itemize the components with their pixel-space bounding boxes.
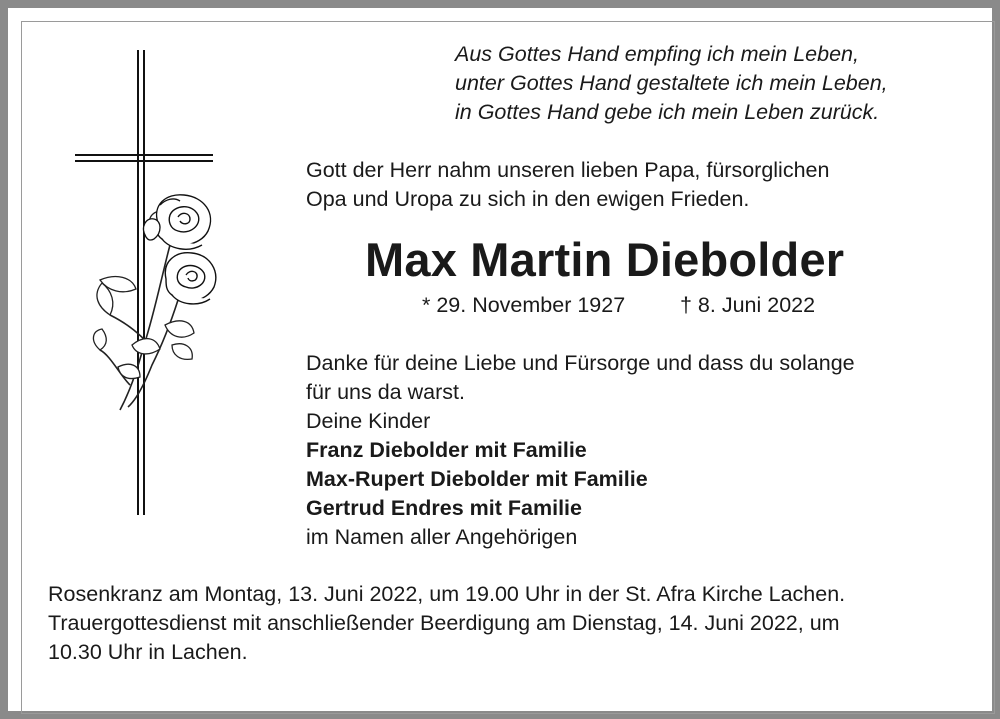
- service-line: Rosenkranz am Montag, 13. Juni 2022, um 19.00 Uhr in der St. Afra Kirche Lachen.: [48, 582, 846, 606]
- quote-line: in Gottes Hand gebe ich mein Leben zurück.: [455, 100, 880, 124]
- thanks-block: [306, 349, 855, 552]
- service-info: [48, 580, 845, 667]
- thanks-line: Danke für deine Liebe und Fürsorge und dass du solange: [306, 351, 855, 375]
- intro-line: Opa und Uropa zu sich in den ewigen Frieden.: [306, 187, 750, 211]
- birth-date: * 29. November 1927: [422, 293, 626, 317]
- quote-line: unter Gottes Hand gestaltete ich mein Leben,: [455, 71, 888, 95]
- death-date: † 8. Juni 2022: [680, 293, 816, 317]
- signatories-closing: im Namen aller Angehörigen: [306, 525, 578, 549]
- intro-line: Gott der Herr nahm unseren lieben Papa, fürsorglichen: [306, 158, 830, 182]
- deceased-name: Max Martin Diebolder: [365, 233, 845, 286]
- signatory-name: Max-Rupert Diebolder mit Familie: [306, 467, 648, 491]
- signatory-name: Franz Diebolder mit Familie: [306, 438, 587, 462]
- service-line: 10.30 Uhr in Lachen.: [48, 640, 248, 664]
- thanks-line: für uns da warst.: [306, 380, 465, 404]
- signatories-intro: Deine Kinder: [306, 409, 431, 433]
- quote: [455, 40, 888, 127]
- signatory-name: Gertrud Endres mit Familie: [306, 496, 582, 520]
- cross-with-roses-icon: [70, 45, 230, 525]
- intro-text: [306, 156, 829, 214]
- service-line: Trauergottesdienst mit anschließender Beerdigung am Dienstag, 14. Juni 2022, um: [48, 611, 840, 635]
- quote-line: Aus Gottes Hand empfing ich mein Leben,: [455, 42, 859, 66]
